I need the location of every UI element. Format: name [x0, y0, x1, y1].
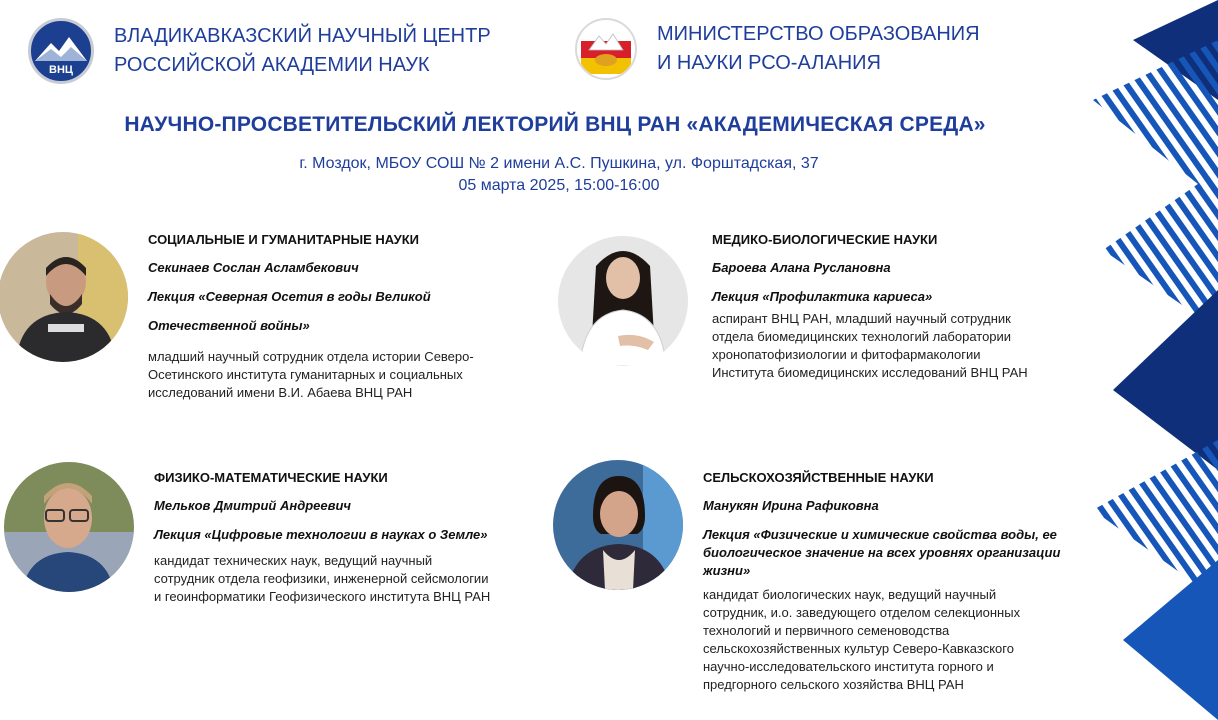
speaker-photo-sekinaev	[0, 232, 128, 362]
speaker-2-name: Бароева Алана Руслановна	[712, 260, 891, 275]
ministry-name-line2: И НАУКИ РСО-АЛАНИЯ	[657, 52, 881, 74]
speaker-4-desc-line: научно-исследовательского института горного и	[703, 659, 994, 674]
speaker-photo-melkov	[4, 462, 134, 592]
speaker-2-desc-line: отдела биомедицинских технологий лаборатории	[712, 329, 1012, 344]
ministry-name-line1: МИНИСТЕРСТВО ОБРАЗОВАНИЯ	[657, 23, 980, 45]
speaker-4-desc-line: кандидат биологических наук, ведущий научный	[703, 587, 997, 602]
speaker-3-name: Мельков Дмитрий Андреевич	[154, 498, 352, 513]
speaker-4-science: СЕЛЬСКОХОЗЯЙСТВЕННЫЕ НАУКИ	[703, 470, 934, 485]
speaker-3-desc-line: и геоинформатики Геофизического института ВНЦ РАН	[154, 589, 491, 604]
speaker-1-description	[148, 348, 548, 402]
speaker-1-desc-line: исследований имени В.И. Абаева ВНЦ РАН	[148, 385, 413, 400]
speaker-4-lecture-line1: Лекция «Физические и химические свойства воды, ее	[703, 527, 1057, 542]
speaker-3-lecture-line1: Лекция «Цифровые технологии в науках о Земле»	[154, 527, 488, 542]
speaker-4-desc-line: технологий и первичного семеноводства	[703, 623, 950, 638]
decorative-stripes	[1093, 0, 1218, 720]
speaker-2-desc-line: хронопатофизиологии и фитофармакологии	[712, 347, 981, 362]
vnc-logo-block	[28, 18, 491, 84]
speaker-2-desc-line: Института биомедицинских исследований ВНЦ РАН	[712, 365, 1028, 380]
speaker-photo-baroeva	[558, 236, 688, 366]
ministry-org-name	[657, 20, 980, 78]
speaker-3-science: ФИЗИКО-МАТЕМАТИЧЕСКИЕ НАУКИ	[154, 470, 388, 485]
speaker-1-science: СОЦИАЛЬНЫЕ И ГУМАНИТАРНЫЕ НАУКИ	[148, 232, 420, 247]
speaker-3-desc-line: сотрудник отдела геофизики, инженерной сейсмологии	[154, 571, 489, 586]
speaker-4-desc-line: сельскохозяйственных культур Северо-Кавказского	[703, 641, 1014, 656]
speaker-1-desc-line: Осетинского института гуманитарных и социальных	[148, 367, 463, 382]
speaker-2-desc-line: аспирант ВНЦ РАН, младший научный сотрудник	[712, 311, 1011, 326]
vnc-emblem-icon	[28, 18, 94, 84]
lecture-series-title: НАУЧНО-ПРОСВЕТИТЕЛЬСКИЙ ЛЕКТОРИЙ ВНЦ РАН «АКАДЕМИЧЕСКАЯ СРЕДА»	[124, 113, 986, 136]
alania-emblem-icon	[575, 18, 637, 80]
speaker-4-desc-line: предгорного сельского хозяйства ВНЦ РАН	[703, 677, 964, 692]
vnc-emblem-text: ВНЦ	[49, 64, 73, 76]
speaker-2-description	[712, 310, 1092, 382]
speaker-4-desc-line: сотрудник, и.о. заведующего отделом селекционных	[703, 605, 1021, 620]
vnc-name-line1: ВЛАДИКАВКАЗСКИЙ НАУЧНЫЙ ЦЕНТР	[114, 25, 491, 47]
speaker-3-desc-line: кандидат технических наук, ведущий научный	[154, 553, 433, 568]
event-date: 05 марта 2025, 15:00-16:00	[458, 177, 660, 194]
speaker-1-lecture-line1: Лекция «Северная Осетия в годы Великой	[148, 289, 431, 304]
speaker-3-description	[154, 552, 554, 606]
event-place: г. Моздок, МБОУ СОШ № 2 имени А.С. Пушкина, ул. Форштадская, 37	[299, 155, 819, 172]
speaker-1-lecture-line2: Отечественной войны»	[148, 318, 310, 333]
vnc-org-name	[114, 22, 491, 80]
speaker-2-lecture-line1: Лекция «Профилактика кариеса»	[712, 289, 933, 304]
speaker-4-lecture-line3: жизни»	[703, 563, 751, 578]
ministry-logo-block	[575, 18, 980, 80]
speaker-4-lecture-line2: биологическое значение на всех уровнях организации	[703, 545, 1061, 560]
vnc-name-line2: РОССИЙСКОЙ АКАДЕМИИ НАУК	[114, 54, 430, 76]
speaker-4-description	[703, 586, 1103, 694]
speaker-1-desc-line: младший научный сотрудник отдела истории Северо-	[148, 349, 474, 364]
speaker-2-science: МЕДИКО-БИОЛОГИЧЕСКИЕ НАУКИ	[712, 232, 938, 247]
speaker-1-name: Секинаев Сослан Асламбекович	[148, 260, 359, 275]
speaker-photo-manukyan	[553, 460, 683, 590]
speaker-4-name: Манукян Ирина Рафиковна	[703, 498, 879, 513]
